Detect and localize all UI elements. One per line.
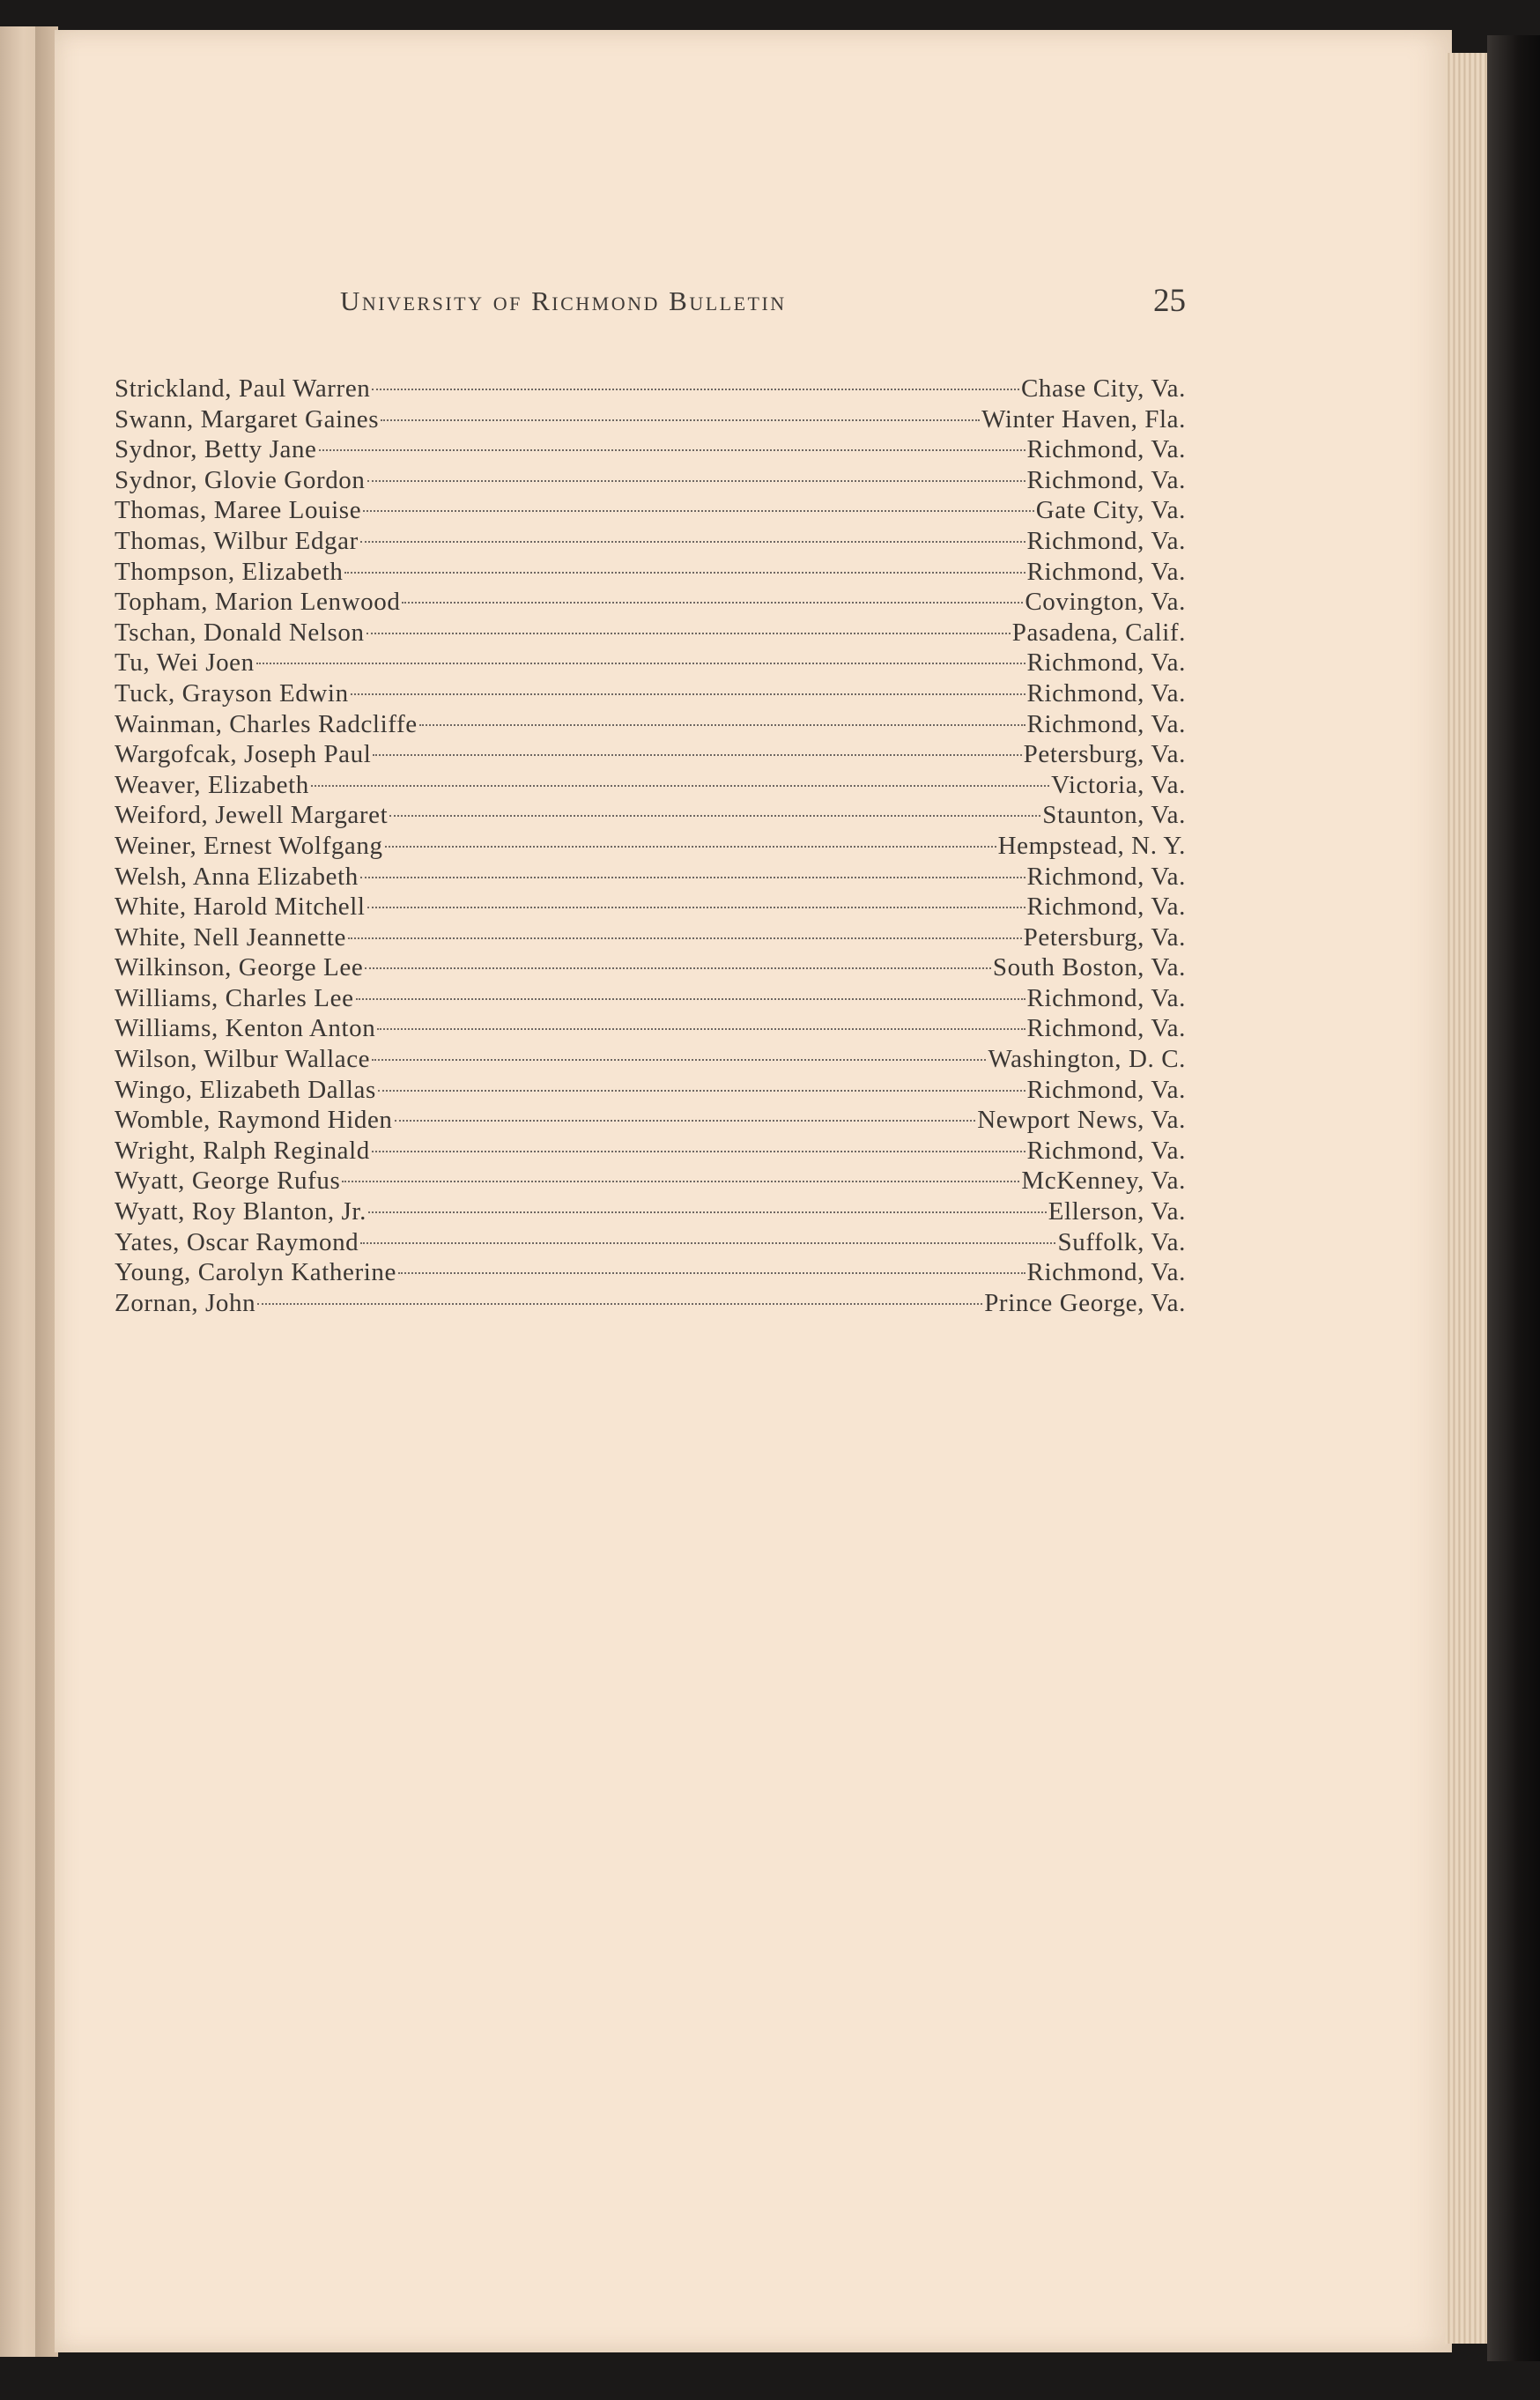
directory-entry <box>115 495 1186 526</box>
hometown: Richmond, Va. <box>1026 983 1186 1012</box>
dot-leader <box>319 449 1025 451</box>
dot-leader <box>342 1181 1019 1182</box>
hometown: Richmond, Va. <box>1026 709 1186 738</box>
hometown: Covington, Va. <box>1025 588 1186 617</box>
hometown: Richmond, Va. <box>1026 862 1186 891</box>
hometown: Richmond, Va. <box>1026 648 1186 678</box>
directory-entry <box>115 1227 1186 1258</box>
hometown: Richmond, Va. <box>1026 465 1186 494</box>
directory-entry <box>115 1196 1186 1227</box>
directory-entry <box>115 648 1186 678</box>
student-directory-list <box>115 374 1186 1318</box>
dot-leader <box>351 693 1025 695</box>
directory-entry <box>115 952 1186 983</box>
directory-entry <box>115 1257 1186 1288</box>
hometown: Prince George, Va. <box>984 1288 1186 1317</box>
student-name: Wingo, Elizabeth Dallas <box>115 1075 376 1104</box>
directory-entry <box>115 618 1186 648</box>
directory-entry <box>115 1288 1186 1319</box>
student-name: Wyatt, George Rufus <box>115 1167 341 1196</box>
student-name: Wright, Ralph Reginald <box>115 1136 370 1165</box>
dot-leader <box>363 510 1034 512</box>
student-name: White, Harold Mitchell <box>115 893 366 922</box>
directory-entry <box>115 862 1186 893</box>
hometown: Washington, D. C. <box>988 1045 1186 1074</box>
directory-entry <box>115 1166 1186 1196</box>
student-name: Weiner, Ernest Wolfgang <box>115 831 383 860</box>
hometown: Petersburg, Va. <box>1023 740 1186 769</box>
directory-entry <box>115 922 1186 953</box>
directory-entry <box>115 526 1186 557</box>
hometown: Pasadena, Calif. <box>1011 618 1186 647</box>
directory-entry <box>115 800 1186 831</box>
dot-leader <box>377 1028 1025 1030</box>
hometown: Richmond, Va. <box>1026 526 1186 555</box>
dot-leader <box>372 1151 1025 1152</box>
student-name: Weaver, Elizabeth <box>115 770 309 799</box>
page-block-edges <box>1445 53 1487 2344</box>
dot-leader <box>419 724 1025 726</box>
student-name: Williams, Kenton Anton <box>115 1014 376 1043</box>
page-header <box>340 282 1186 326</box>
student-name: Williams, Charles Lee <box>115 983 354 1012</box>
dot-leader <box>360 541 1025 543</box>
student-name: Strickland, Paul Warren <box>115 374 371 403</box>
student-name: Thompson, Elizabeth <box>115 557 344 586</box>
hometown: Richmond, Va. <box>1026 435 1186 464</box>
directory-entry <box>115 465 1186 496</box>
student-name: Swann, Margaret Gaines <box>115 404 380 433</box>
dot-leader <box>257 1303 982 1305</box>
hometown: Richmond, Va. <box>1026 1258 1186 1287</box>
dot-leader <box>367 480 1025 482</box>
student-name: Wainman, Charles Radcliffe <box>115 709 418 738</box>
dot-leader <box>356 998 1025 1000</box>
student-name: Tuck, Grayson Edwin <box>115 678 349 707</box>
hometown: Richmond, Va. <box>1026 1014 1186 1043</box>
dot-leader <box>367 907 1025 908</box>
dot-leader <box>395 1120 976 1122</box>
dot-leader <box>373 754 1021 756</box>
page-number: 25 <box>1153 283 1186 319</box>
student-name: Topham, Marion Lenwood <box>115 588 401 617</box>
hometown: Richmond, Va. <box>1026 893 1186 922</box>
directory-entry <box>115 1013 1186 1044</box>
directory-entry <box>115 1075 1186 1106</box>
hometown: Richmond, Va. <box>1026 1075 1186 1104</box>
dot-leader <box>360 877 1025 878</box>
dot-leader <box>348 937 1022 939</box>
hometown: Victoria, Va. <box>1051 770 1186 799</box>
hometown: Petersburg, Va. <box>1023 922 1186 952</box>
student-name: Tschan, Donald Nelson <box>115 618 365 647</box>
directory-entry <box>115 770 1186 801</box>
student-name: Young, Carolyn Katherine <box>115 1258 396 1287</box>
student-name: Zornan, John <box>115 1288 256 1317</box>
student-name: Thomas, Wilbur Edgar <box>115 526 359 555</box>
dot-leader <box>256 663 1025 664</box>
student-name: Thomas, Maree Louise <box>115 496 362 525</box>
dot-leader <box>372 389 1019 390</box>
student-name: Wyatt, Roy Blanton, Jr. <box>115 1197 366 1226</box>
student-name: Sydnor, Betty Jane <box>115 435 317 464</box>
hometown: Richmond, Va. <box>1026 1136 1186 1165</box>
directory-entry <box>115 678 1186 709</box>
book-cover-edge <box>1487 35 1540 2361</box>
dot-leader <box>381 419 980 421</box>
dot-leader <box>365 967 991 969</box>
student-name: White, Nell Jeannette <box>115 922 347 952</box>
dot-leader <box>389 815 1040 817</box>
hometown: Newport News, Va. <box>977 1106 1186 1135</box>
student-name: Weiford, Jewell Margaret <box>115 801 389 830</box>
dot-leader <box>311 785 1049 787</box>
student-name: Sydnor, Glovie Gordon <box>115 465 366 494</box>
directory-entry <box>115 892 1186 922</box>
directory-entry <box>115 434 1186 465</box>
student-name: Welsh, Anna Elizabeth <box>115 862 359 891</box>
hometown: Richmond, Va. <box>1026 557 1186 586</box>
hometown: McKenney, Va. <box>1021 1167 1186 1196</box>
dot-leader <box>385 846 996 848</box>
dot-leader <box>366 633 1011 634</box>
dot-leader <box>372 1059 986 1061</box>
hometown: Hempstead, N. Y. <box>997 831 1186 860</box>
directory-entry <box>115 1044 1186 1075</box>
dot-leader <box>378 1090 1025 1092</box>
directory-entry <box>115 1136 1186 1167</box>
student-name: Tu, Wei Joen <box>115 648 255 678</box>
hometown: Chase City, Va. <box>1020 374 1186 403</box>
hometown: Richmond, Va. <box>1026 678 1186 707</box>
directory-entry <box>115 739 1186 770</box>
dot-leader <box>360 1242 1055 1244</box>
directory-entry <box>115 374 1186 404</box>
directory-entry <box>115 404 1186 435</box>
dot-leader <box>398 1272 1025 1274</box>
hometown: South Boston, Va. <box>992 953 1186 982</box>
directory-entry <box>115 557 1186 588</box>
running-head: University of Richmond Bulletin <box>340 285 787 316</box>
student-name: Yates, Oscar Raymond <box>115 1227 359 1256</box>
directory-entry <box>115 709 1186 740</box>
dot-leader <box>344 572 1025 574</box>
student-name: Wilkinson, George Lee <box>115 953 364 982</box>
dot-leader <box>368 1211 1047 1213</box>
dot-leader <box>402 602 1023 604</box>
student-name: Wargofcak, Joseph Paul <box>115 740 372 769</box>
directory-entry <box>115 1105 1186 1136</box>
hometown: Ellerson, Va. <box>1048 1197 1186 1226</box>
hometown: Winter Haven, Fla. <box>981 404 1186 433</box>
student-name: Womble, Raymond Hiden <box>115 1106 393 1135</box>
directory-entry <box>115 831 1186 862</box>
hometown: Suffolk, Va. <box>1057 1227 1186 1256</box>
student-name: Wilson, Wilbur Wallace <box>115 1045 371 1074</box>
hometown: Gate City, Va. <box>1035 496 1186 525</box>
hometown: Staunton, Va. <box>1042 801 1186 830</box>
directory-entry <box>115 983 1186 1014</box>
directory-entry <box>115 587 1186 618</box>
